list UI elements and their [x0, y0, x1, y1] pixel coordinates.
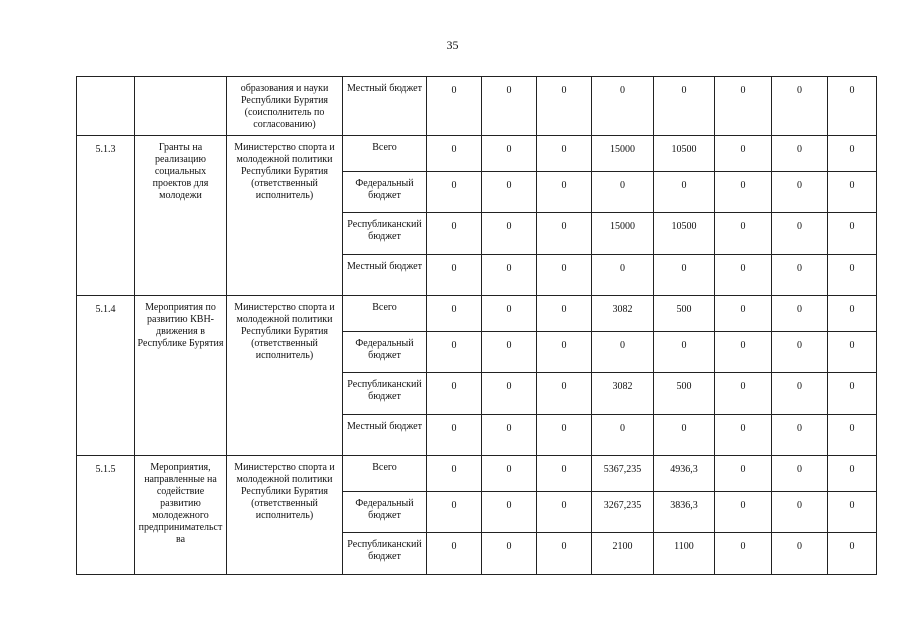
value-cell: 0 — [537, 255, 592, 296]
item-name: Гранты на реализацию социальных проектов для молодежи — [135, 136, 227, 296]
value-cell: 0 — [828, 255, 877, 296]
value-cell: 0 — [592, 172, 654, 213]
value-cell: 0 — [715, 415, 772, 456]
value-cell: 0 — [828, 296, 877, 332]
value-cell: 0 — [592, 77, 654, 136]
item-executor: Министерство спорта и молодежной политики Республики Бурятия (ответственный исполнитель) — [227, 456, 343, 575]
funding-source: Местный бюджет — [343, 415, 427, 456]
value-cell: 0 — [537, 415, 592, 456]
funding-source: Всего — [343, 456, 427, 492]
value-cell: 0 — [427, 533, 482, 575]
value-cell: 0 — [427, 172, 482, 213]
budget-table — [76, 76, 877, 575]
value-cell: 0 — [715, 533, 772, 575]
value-cell: 0 — [654, 332, 715, 373]
value-cell: 5367,235 — [592, 456, 654, 492]
value-cell: 0 — [772, 492, 828, 533]
value-cell: 0 — [828, 213, 877, 255]
value-cell: 0 — [482, 77, 537, 136]
funding-source: Всего — [343, 296, 427, 332]
value-cell: 0 — [537, 492, 592, 533]
value-cell: 0 — [537, 332, 592, 373]
value-cell: 0 — [427, 77, 482, 136]
item-code: 5.1.3 — [77, 136, 135, 296]
value-cell: 0 — [828, 77, 877, 136]
funding-source: Всего — [343, 136, 427, 172]
table-row — [77, 296, 877, 332]
value-cell: 0 — [482, 136, 537, 172]
funding-source: Местный бюджет — [343, 255, 427, 296]
value-cell: 0 — [715, 332, 772, 373]
value-cell: 0 — [828, 172, 877, 213]
value-cell: 0 — [772, 332, 828, 373]
table-row — [77, 77, 877, 136]
value-cell: 0 — [537, 172, 592, 213]
value-cell: 0 — [654, 172, 715, 213]
value-cell: 0 — [715, 296, 772, 332]
value-cell: 0 — [715, 213, 772, 255]
value-cell: 0 — [715, 255, 772, 296]
value-cell: 3836,3 — [654, 492, 715, 533]
value-cell: 0 — [772, 456, 828, 492]
value-cell: 0 — [772, 255, 828, 296]
funding-source: Федеральный бюджет — [343, 492, 427, 533]
value-cell: 0 — [772, 172, 828, 213]
value-cell: 0 — [828, 373, 877, 415]
value-cell: 0 — [482, 332, 537, 373]
value-cell: 0 — [427, 456, 482, 492]
value-cell: 1100 — [654, 533, 715, 575]
value-cell: 500 — [654, 296, 715, 332]
value-cell: 0 — [772, 136, 828, 172]
value-cell: 0 — [482, 415, 537, 456]
item-name: Мероприятия по развитию КВН-движения в Республике Бурятия — [135, 296, 227, 456]
value-cell: 0 — [828, 492, 877, 533]
value-cell: 4936,3 — [654, 456, 715, 492]
value-cell: 0 — [828, 415, 877, 456]
table-row — [77, 136, 877, 172]
item-name — [135, 77, 227, 136]
value-cell: 0 — [427, 415, 482, 456]
table-row — [77, 456, 877, 492]
value-cell: 10500 — [654, 136, 715, 172]
funding-source: Местный бюджет — [343, 77, 427, 136]
item-code: 5.1.4 — [77, 296, 135, 456]
value-cell: 0 — [654, 415, 715, 456]
value-cell: 10500 — [654, 213, 715, 255]
value-cell: 0 — [828, 533, 877, 575]
value-cell: 0 — [592, 415, 654, 456]
value-cell: 0 — [772, 415, 828, 456]
value-cell: 0 — [482, 533, 537, 575]
value-cell: 0 — [772, 296, 828, 332]
funding-source: Республиканский бюджет — [343, 213, 427, 255]
value-cell: 0 — [715, 136, 772, 172]
value-cell: 0 — [427, 213, 482, 255]
value-cell: 0 — [537, 213, 592, 255]
value-cell: 0 — [654, 77, 715, 136]
funding-source: Федеральный бюджет — [343, 332, 427, 373]
value-cell: 0 — [427, 136, 482, 172]
funding-source: Республиканский бюджет — [343, 533, 427, 575]
funding-source: Федеральный бюджет — [343, 172, 427, 213]
page-number: 35 — [446, 38, 459, 52]
value-cell: 0 — [482, 456, 537, 492]
value-cell: 0 — [715, 456, 772, 492]
value-cell: 0 — [772, 373, 828, 415]
value-cell: 0 — [537, 296, 592, 332]
value-cell: 0 — [828, 456, 877, 492]
value-cell: 3082 — [592, 373, 654, 415]
value-cell: 15000 — [592, 213, 654, 255]
value-cell: 0 — [772, 213, 828, 255]
value-cell: 2100 — [592, 533, 654, 575]
value-cell: 3267,235 — [592, 492, 654, 533]
value-cell: 0 — [828, 136, 877, 172]
funding-source: Республиканский бюджет — [343, 373, 427, 415]
value-cell: 0 — [772, 77, 828, 136]
value-cell: 0 — [828, 332, 877, 373]
value-cell: 0 — [772, 533, 828, 575]
value-cell: 0 — [482, 296, 537, 332]
value-cell: 0 — [427, 492, 482, 533]
value-cell: 15000 — [592, 136, 654, 172]
value-cell: 0 — [482, 255, 537, 296]
value-cell: 0 — [537, 136, 592, 172]
value-cell: 0 — [427, 373, 482, 415]
item-name: Мероприятия, направленные на содействие развитию молодежного предпринимательства — [135, 456, 227, 575]
value-cell: 3082 — [592, 296, 654, 332]
value-cell: 0 — [715, 373, 772, 415]
value-cell: 0 — [715, 172, 772, 213]
value-cell: 0 — [537, 77, 592, 136]
value-cell: 0 — [537, 533, 592, 575]
value-cell: 0 — [482, 492, 537, 533]
item-code — [77, 77, 135, 136]
value-cell: 0 — [427, 296, 482, 332]
item-executor: Министерство спорта и молодежной политики Республики Бурятия (ответственный исполнитель) — [227, 136, 343, 296]
value-cell: 0 — [482, 373, 537, 415]
value-cell: 0 — [592, 332, 654, 373]
item-code: 5.1.5 — [77, 456, 135, 575]
item-executor: образования и науки Республики Бурятия (соисполнитель по согласованию) — [227, 77, 343, 136]
value-cell: 500 — [654, 373, 715, 415]
value-cell: 0 — [654, 255, 715, 296]
value-cell: 0 — [592, 255, 654, 296]
value-cell: 0 — [427, 255, 482, 296]
value-cell: 0 — [427, 332, 482, 373]
value-cell: 0 — [715, 492, 772, 533]
value-cell: 0 — [482, 172, 537, 213]
value-cell: 0 — [482, 213, 537, 255]
item-executor: Министерство спорта и молодежной политики Республики Бурятия (ответственный исполнитель) — [227, 296, 343, 456]
value-cell: 0 — [715, 77, 772, 136]
value-cell: 0 — [537, 456, 592, 492]
value-cell: 0 — [537, 373, 592, 415]
